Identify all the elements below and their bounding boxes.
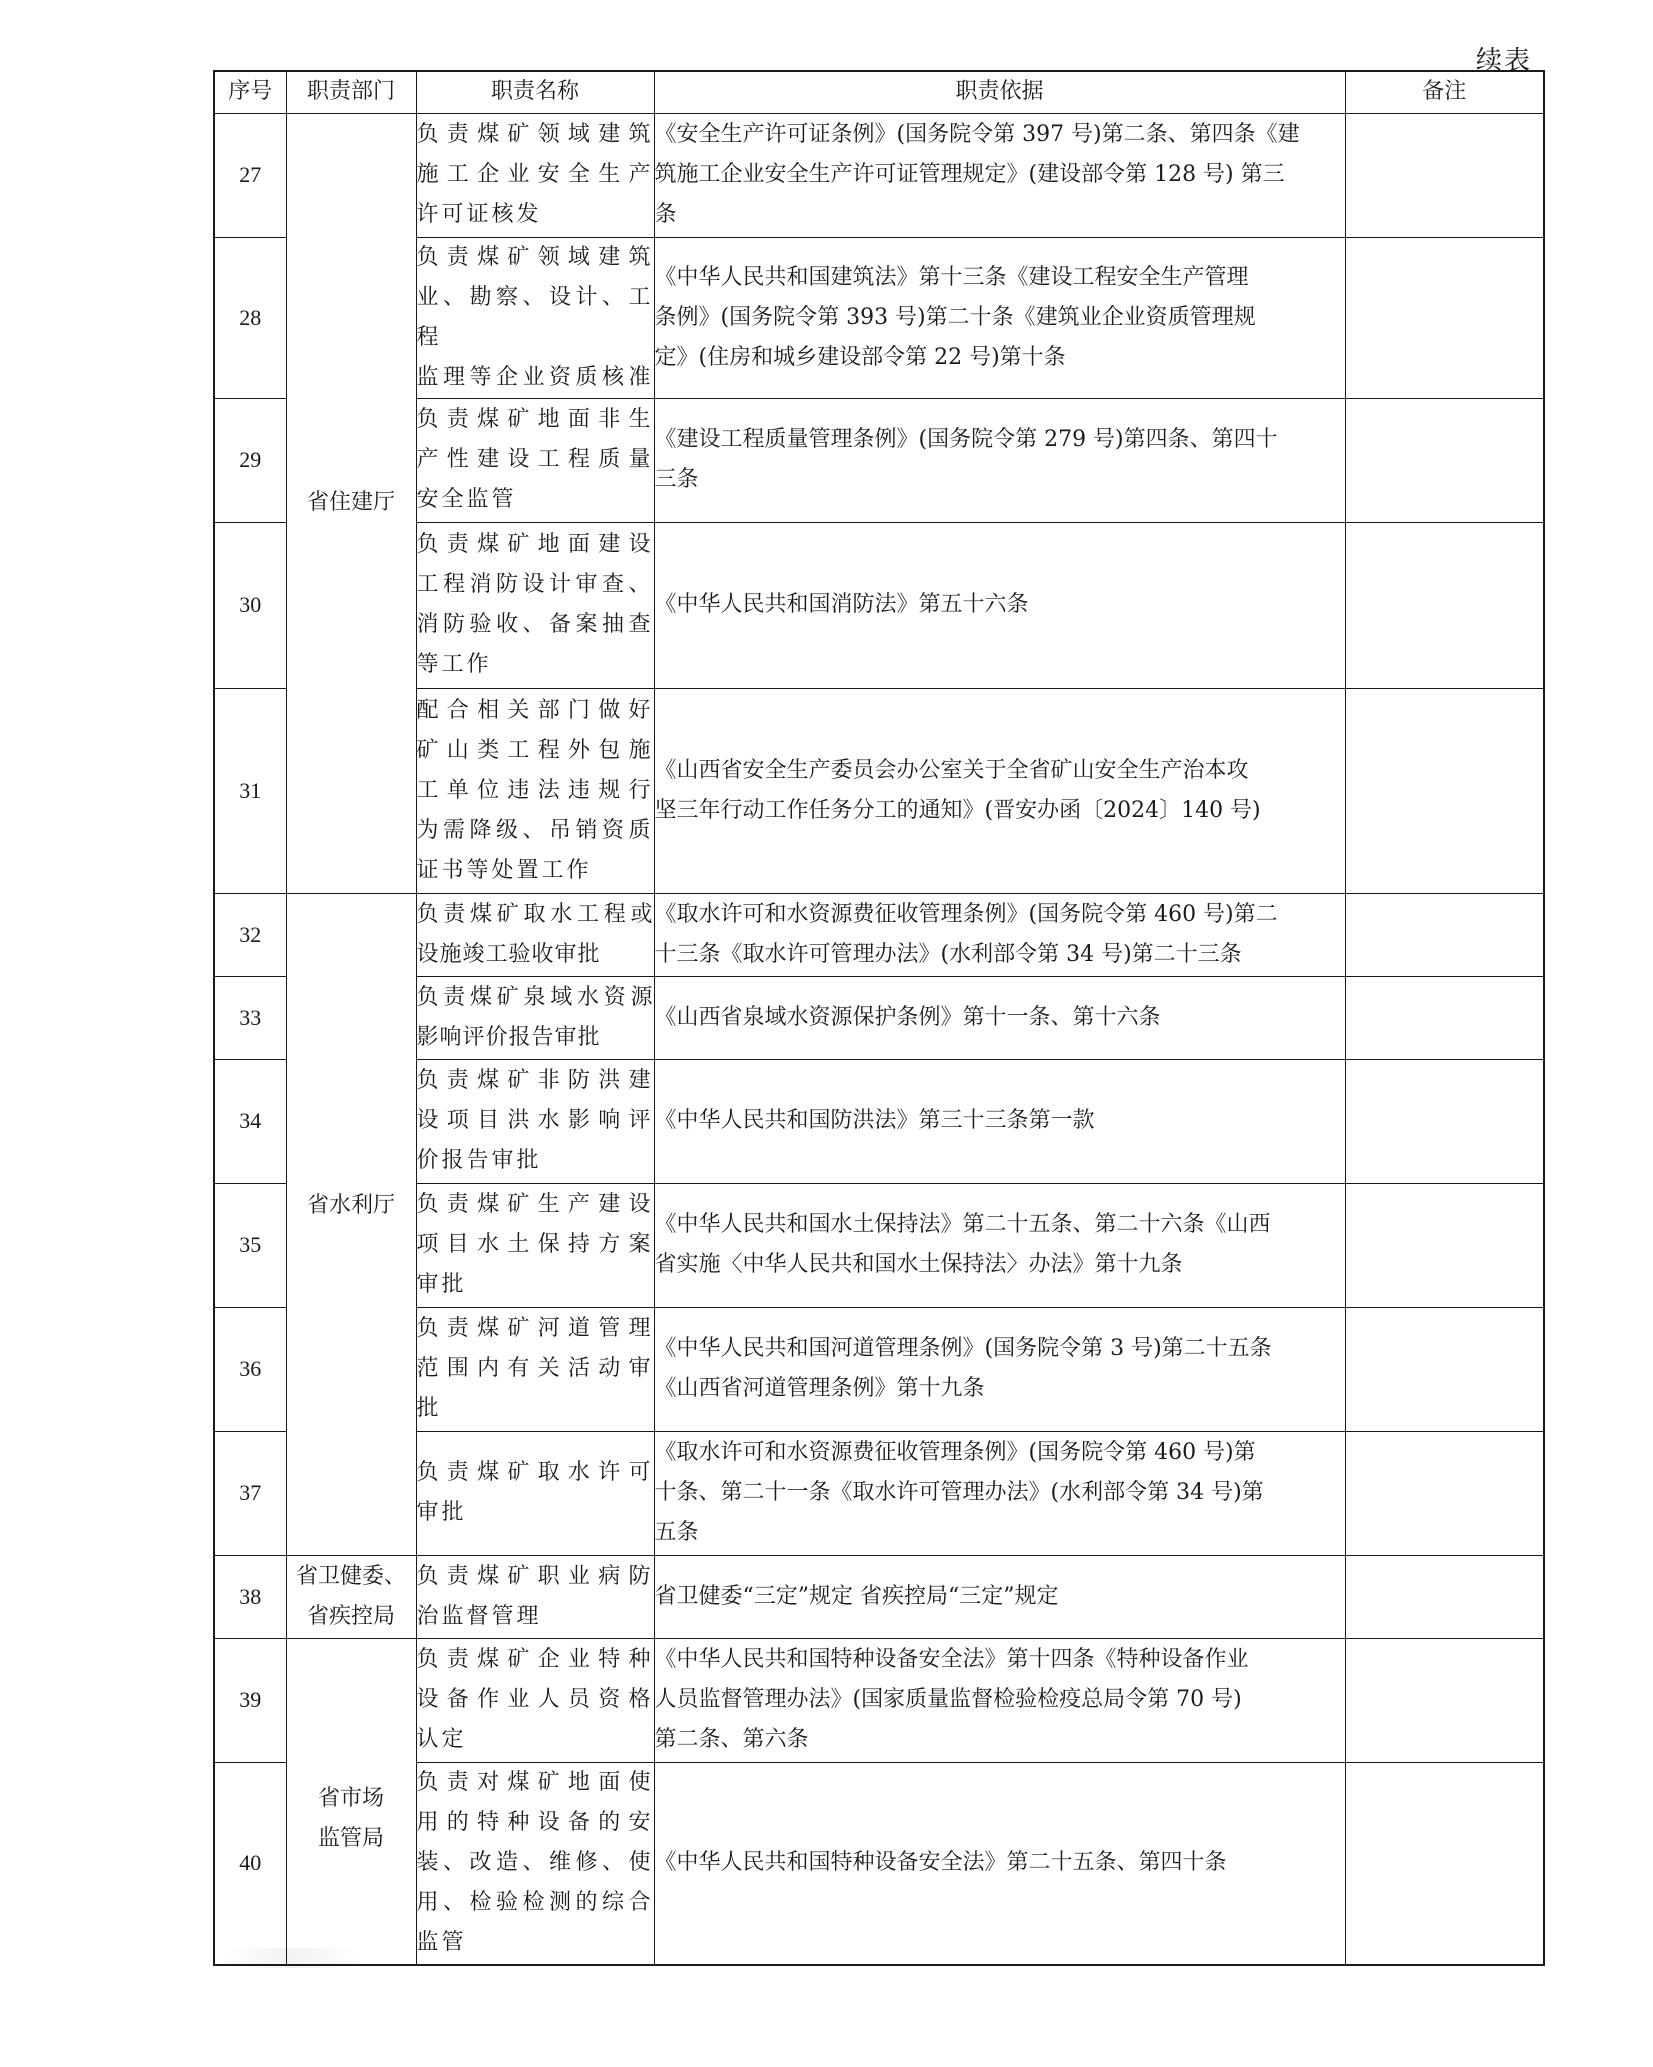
header-dept: 职责部门 <box>286 71 416 113</box>
remark-cell <box>1345 522 1544 688</box>
duty-name-line: 批 <box>416 1396 442 1421</box>
duty-basis <box>654 113 1345 237</box>
duty-name <box>416 522 654 688</box>
duty-name <box>416 976 654 1059</box>
basis-line: 省卫健委“三定”规定 省疾控局“三定”规定 <box>654 1583 1059 1609</box>
dept-market <box>286 1638 416 1965</box>
header-basis: 职责依据 <box>654 71 1345 113</box>
duty-name-line: 为需降级、吊销资质 <box>416 817 654 843</box>
row-number: 30 <box>214 522 286 688</box>
dept-housing <box>286 113 416 893</box>
remark-cell <box>1345 398 1544 522</box>
basis-line: 省实施〈中华人民共和国水土保持法〉办法》第十九条 <box>654 1252 1183 1277</box>
duty-name <box>416 1059 654 1183</box>
basis-line: 条例》(国务院令第 393 号)第二十条《建筑业企业资质管理规 <box>654 304 1256 330</box>
basis-line: 《山西省河道管理条例》第十九条 <box>654 1376 985 1401</box>
duty-basis <box>654 1059 1345 1183</box>
basis-line: 《安全生产许可证条例》(国务院令第 397 号)第二条、第四条《建 <box>654 122 1300 147</box>
duty-name-line: 产性建设工程质量 <box>416 447 654 472</box>
basis-line: 五条 <box>654 1520 699 1545</box>
duty-basis <box>654 1183 1345 1307</box>
duty-name-line: 配合相关部门做好 <box>416 697 654 723</box>
duty-name-line: 负责煤矿领域建筑 <box>416 244 654 270</box>
row-number: 28 <box>214 237 286 398</box>
duty-basis <box>654 1638 1345 1762</box>
duty-name-line: 负责煤矿取水工程或 <box>416 901 654 927</box>
dept-water <box>286 893 416 1555</box>
remark-cell <box>1345 113 1544 237</box>
duty-name-line: 负责煤矿泉域水资源 <box>416 984 654 1010</box>
dept-label-line: 省市场 <box>317 1785 384 1811</box>
duty-name <box>416 688 654 893</box>
duty-basis <box>654 522 1345 688</box>
header-remark: 备注 <box>1345 71 1544 113</box>
duty-name-line: 价报告审批 <box>416 1148 542 1173</box>
duty-name-line: 用的特种设备的安 <box>416 1810 654 1836</box>
duty-name-line: 业、勘察、设计、工程 <box>416 284 654 350</box>
duty-name-line: 负责煤矿生产建设 <box>416 1192 654 1217</box>
duty-name-line: 设项目洪水影响评 <box>416 1108 654 1133</box>
duty-name-line: 审批 <box>416 1272 467 1297</box>
table-row <box>214 113 1544 237</box>
remark-cell <box>1345 1307 1544 1431</box>
duty-name <box>416 237 654 398</box>
duty-name-line: 工程消防设计审查、 <box>416 572 654 597</box>
dept-label: 省水利厅 <box>306 1192 395 1218</box>
duty-basis <box>654 237 1345 398</box>
duty-name-line: 负责对煤矿地面使 <box>416 1770 654 1796</box>
continued-table-label: 续表 <box>1476 46 1533 76</box>
row-number: 36 <box>214 1307 286 1431</box>
duty-name-line: 负责煤矿地面非生 <box>416 407 654 432</box>
remark-cell <box>1345 237 1544 398</box>
row-number: 29 <box>214 398 286 522</box>
duty-name-line: 项目水土保持方案 <box>416 1232 654 1257</box>
duty-name-line: 用、检验检测的综合 <box>416 1890 654 1916</box>
responsibility-table <box>213 70 1545 1966</box>
duty-basis <box>654 688 1345 893</box>
remark-cell <box>1345 1059 1544 1183</box>
duty-name <box>416 893 654 976</box>
duty-name-line: 安全监管 <box>416 487 517 512</box>
duty-name-line: 审批 <box>416 1500 467 1525</box>
duty-name-line: 消防验收、备案抽查 <box>416 612 654 637</box>
duty-name <box>416 1555 654 1638</box>
duty-name <box>416 1762 654 1965</box>
dept-label-line: 省疾控局 <box>306 1603 395 1629</box>
row-number: 35 <box>214 1183 286 1307</box>
duty-name-line: 范围内有关活动审 <box>416 1356 654 1381</box>
row-number: 32 <box>214 893 286 976</box>
remark-cell <box>1345 1638 1544 1762</box>
row-number: 39 <box>214 1638 286 1762</box>
basis-line: 条 <box>654 202 677 227</box>
duty-name-line: 等工作 <box>416 652 492 677</box>
remark-cell <box>1345 893 1544 976</box>
row-number: 38 <box>214 1555 286 1638</box>
duty-name-line: 工单位违法违规行 <box>416 777 654 803</box>
duty-name-line: 许可证核发 <box>416 202 542 227</box>
basis-line: 《山西省安全生产委员会办公室关于全省矿山安全生产治本攻 <box>654 757 1249 783</box>
scan-smudge <box>225 1948 360 1968</box>
duty-name-line: 证书等处置工作 <box>416 857 592 883</box>
basis-line: 第二条、第六条 <box>654 1727 809 1752</box>
row-number: 37 <box>214 1431 286 1555</box>
duty-name-line: 装、改造、维修、使 <box>416 1850 654 1876</box>
header-name: 职责名称 <box>416 71 654 113</box>
table-row <box>214 1638 1544 1762</box>
basis-line: 筑施工企业安全生产许可证管理规定》(建设部令第 128 号) 第三 <box>654 162 1285 187</box>
basis-line: 人员监督管理办法》(国家质量监督检验检疫总局令第 70 号) <box>654 1687 1242 1712</box>
basis-line: 定》(住房和城乡建设部令第 22 号)第十条 <box>654 344 1066 370</box>
dept-health <box>286 1555 416 1638</box>
remark-cell <box>1345 688 1544 893</box>
basis-line: 三条 <box>654 467 699 492</box>
duty-basis <box>654 893 1345 976</box>
duty-name-line: 治监督管理 <box>416 1603 542 1629</box>
duty-name-line: 影响评价报告审批 <box>416 1024 601 1050</box>
duty-name-line: 负责煤矿河道管理 <box>416 1316 654 1341</box>
duty-name-line: 设备作业人员资格 <box>416 1687 654 1712</box>
duty-name <box>416 113 654 237</box>
dept-spacer <box>287 902 416 1186</box>
basis-line: 坚三年行动工作任务分工的通知》(晋安办函〔2024〕140 号) <box>654 797 1261 823</box>
duty-basis <box>654 398 1345 522</box>
duty-name-line: 负责煤矿职业病防 <box>416 1563 654 1589</box>
basis-line: 《中华人民共和国消防法》第五十六条 <box>654 592 1029 617</box>
basis-line: 《取水许可和水资源费征收管理条例》(国务院令第 460 号)第 <box>654 1440 1256 1465</box>
remark-cell <box>1345 1183 1544 1307</box>
duty-name-line: 负责煤矿企业特种 <box>416 1647 654 1672</box>
basis-line: 《中华人民共和国水土保持法》第二十五条、第二十六条《山西 <box>654 1212 1271 1237</box>
duty-name-line: 负责煤矿领域建筑 <box>416 122 654 147</box>
duty-name-line: 负责煤矿取水许可 <box>416 1460 654 1485</box>
basis-line: 《山西省泉域水资源保护条例》第十一条、第十六条 <box>654 1004 1161 1030</box>
duty-name <box>416 1431 654 1555</box>
duty-name-line: 负责煤矿非防洪建 <box>416 1068 654 1093</box>
basis-line: 十条、第二十一条《取水许可管理办法》(水利部令第 34 号)第 <box>654 1480 1264 1505</box>
row-number: 27 <box>214 113 286 237</box>
remark-cell <box>1345 1555 1544 1638</box>
duty-name <box>416 1638 654 1762</box>
basis-line: 《中华人民共和国河道管理条例》(国务院令第 3 号)第二十五条 <box>654 1336 1272 1361</box>
basis-line: 《中华人民共和国特种设备安全法》第二十五条、第四十条 <box>654 1850 1227 1876</box>
row-number: 40 <box>214 1762 286 1965</box>
duty-basis <box>654 1762 1345 1965</box>
basis-line: 《取水许可和水资源费征收管理条例》(国务院令第 460 号)第二 <box>654 901 1278 927</box>
duty-name-line: 矿山类工程外包施 <box>416 737 654 763</box>
duty-name <box>416 1183 654 1307</box>
row-number: 31 <box>214 688 286 893</box>
table-row <box>214 1555 1544 1638</box>
basis-line: 《中华人民共和国建筑法》第十三条《建设工程安全生产管理 <box>654 264 1249 290</box>
duty-name-line: 施工企业安全生产 <box>416 162 654 187</box>
duty-name-line: 设施竣工验收审批 <box>416 941 601 967</box>
duty-name-line: 监管 <box>416 1930 467 1956</box>
basis-line: 《中华人民共和国特种设备安全法》第十四条《特种设备作业 <box>654 1647 1249 1672</box>
duty-name <box>416 398 654 522</box>
dept-label: 省住建厅 <box>306 490 395 515</box>
basis-line: 十三条《取水许可管理办法》(水利部令第 34 号)第二十三条 <box>654 941 1242 967</box>
row-number: 33 <box>214 976 286 1059</box>
duty-name-line: 认定 <box>416 1727 467 1752</box>
dept-label-line: 省卫健委、 <box>295 1563 406 1589</box>
dept-spacer <box>287 1647 416 1779</box>
basis-line: 《中华人民共和国防洪法》第三十三条第一款 <box>654 1108 1095 1133</box>
duty-basis <box>654 1431 1345 1555</box>
duty-name <box>416 1307 654 1431</box>
duty-basis <box>654 976 1345 1059</box>
dept-label-line: 监管局 <box>317 1825 384 1851</box>
row-number: 34 <box>214 1059 286 1183</box>
table-row <box>214 893 1544 976</box>
duty-basis <box>654 1307 1345 1431</box>
header-no: 序号 <box>214 71 286 113</box>
remark-cell <box>1345 976 1544 1059</box>
table-header-row <box>214 71 1544 113</box>
duty-name-line: 负责煤矿地面建设 <box>416 532 654 557</box>
duty-name-line: 监理等企业资质核准 <box>416 364 654 390</box>
basis-line: 《建设工程质量管理条例》(国务院令第 279 号)第四条、第四十 <box>654 427 1278 452</box>
remark-cell <box>1345 1762 1544 1965</box>
remark-cell <box>1345 1431 1544 1555</box>
duty-basis <box>654 1555 1345 1638</box>
